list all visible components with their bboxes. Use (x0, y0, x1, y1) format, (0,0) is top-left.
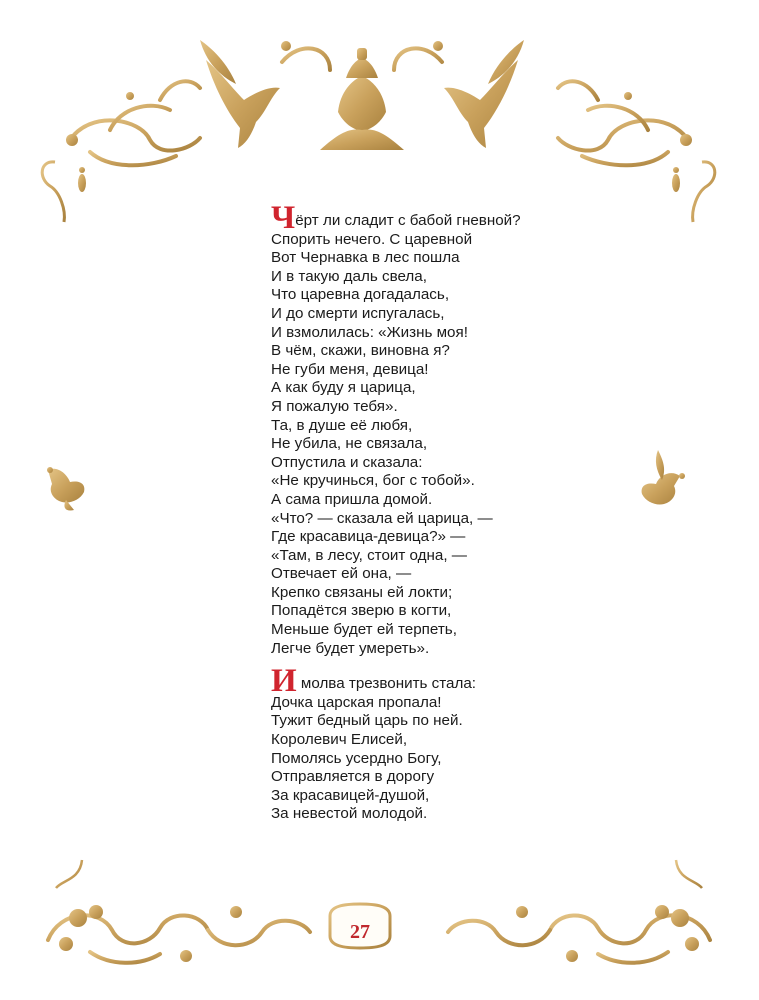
poem-line: И в такую даль свела, (271, 267, 427, 285)
poem-line: «Что? — сказала ей царица, — (271, 509, 493, 527)
stanza-1 (271, 200, 571, 658)
page-number: 27 (350, 921, 370, 943)
poem-line: Не губи меня, девица! (271, 360, 429, 378)
poem-line: И взмолилась: «Жизнь моя! (271, 323, 468, 341)
poem-line: «Там, в лесу, стоит одна, — (271, 546, 467, 564)
poem-line: Отправляется в дорогу (271, 768, 435, 786)
poem-line: Легче будет умереть». (271, 639, 430, 657)
bird-icon (47, 467, 84, 511)
poem-line: Вот Чернавка в лес пошла (271, 249, 460, 267)
poem-line: В чём, скажи, виновна я? (271, 342, 450, 360)
poem-line: «Не кручинься, бог с тобой». (271, 472, 475, 490)
poem-line: Что царевна догадалась, (271, 286, 450, 304)
poem-line: Помолясь усердно Богу, (271, 749, 442, 767)
dropcap-letter: Ч (271, 200, 295, 236)
poem-line: Попадётся зверю в когти, (271, 602, 452, 620)
poem-line: Та, в душе её любя, (271, 416, 413, 434)
poem-line: Тужит бедный царь по ней. (271, 712, 463, 730)
poem-line: Дочка царская пропала! (271, 693, 442, 711)
poem-line: Не убила, не связала, (271, 435, 428, 453)
poem-line: Крепко связаны ей локти; (271, 583, 453, 601)
poem-line: А сама пришла домой. (271, 490, 433, 508)
firebird-ornament-icon (200, 40, 524, 150)
first-line-text: ёрт ли сладит с бабой гневной? (295, 212, 521, 229)
poem-line: Я пожалую тебя». (271, 397, 398, 415)
stanza-2 (271, 663, 571, 824)
poem-line: А как буду я царица, (271, 379, 416, 397)
bird-icon (642, 450, 685, 505)
poem-line: Отпустила и сказала: (271, 453, 423, 471)
poem-line: За невестой молодой. (271, 805, 428, 823)
poem-line: Королевич Елисей, (271, 731, 408, 749)
dropcap-letter: И (271, 663, 296, 700)
poem-line: Отвечает ей она, — (271, 565, 412, 583)
poem-line (271, 200, 571, 236)
poem-line: И до смерти испугалась, (271, 304, 445, 322)
poem-line: Где красавица-девица?» — (271, 528, 466, 546)
poem-line: Спорить нечего. С царевной (271, 230, 473, 248)
poem-line: Меньше будет ей терпеть, (271, 621, 457, 639)
poem-text (271, 200, 571, 824)
poem-line: За красавицей-душой, (271, 786, 430, 804)
poem-line (271, 663, 571, 700)
first-line-text: молва трезвонить стала: (296, 675, 477, 693)
